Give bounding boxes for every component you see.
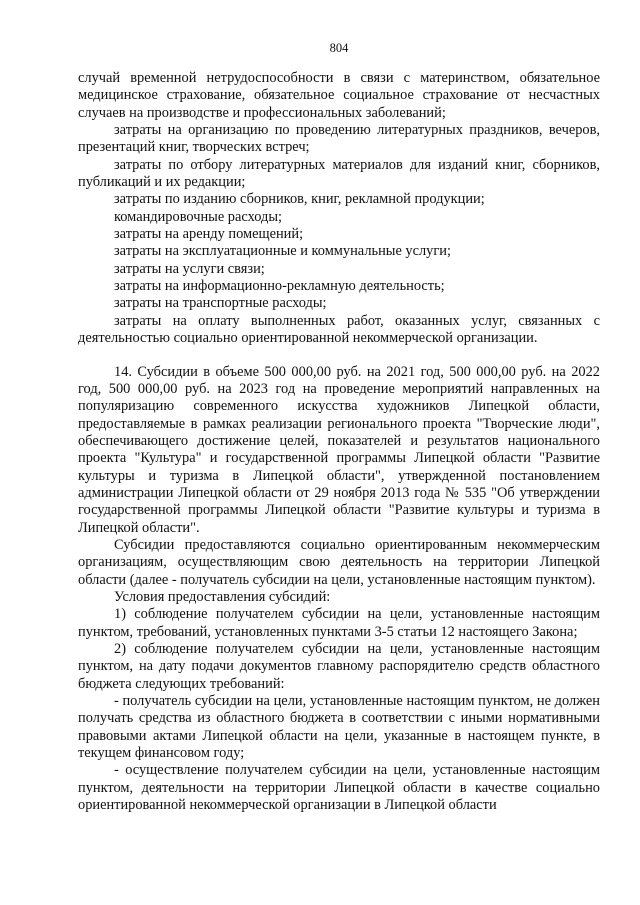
paragraph-11: затраты на оплату выполненных работ, оказанных услуг, связанных с деятельностью социально ориентированной некоммерческой организации. xyxy=(78,312,600,347)
paragraph-recipients: Субсидии предоставляются социально ориентированным некоммерческим организациям, осуществляющим свою деятельность на территории Липецкой области (далее - получатель субсидии на цели, установленные настоящим пунктом). xyxy=(78,536,600,588)
paragraph-gap xyxy=(78,348,600,364)
paragraph-item-14: 14. Субсидии в объеме 500 000,00 руб. на 2021 год, 500 000,00 руб. на 2022 год, 500 000,00 руб. на 2023 год на проведение мероприятий направленных на популяризацию современного искусства художников Липецкой области, предоставляемые в рамках реализации регионального проекта "Творческие люди", обеспечивающего достижение целей, показателей и результатов национального проекта "Культура" и государственной программы Липецкой области "Развитие культуры и туризма в Липецкой области", утвержденной постановлением администрации Липецкой области от 29 ноября 2013 года № 535 "Об утверждении государственной программы Липецкой области "Развитие культуры и туризма в Липецкой области". xyxy=(78,363,600,536)
paragraph-5: командировочные расходы; xyxy=(114,208,282,225)
paragraph-conditions-heading: Условия предоставления субсидий: xyxy=(114,588,331,605)
page-number: 804 xyxy=(329,41,349,55)
paragraph-4: затраты по изданию сборников, книг, рекламной продукции; xyxy=(114,191,485,208)
paragraph-condition-1: 1) соблюдение получателем субсидии на цели, установленные настоящим пунктом, требований, установленных пунктами 3-5 статьи 12 настоящего Закона; xyxy=(78,606,600,640)
paragraph-3: затраты по отбору литературных материалов для изданий книг, сборников, публикаций и их редакции; xyxy=(78,156,600,191)
paragraph-7: затраты на эксплуатационные и коммунальные услуги; xyxy=(114,243,451,260)
paragraph-1: случай временной нетрудоспособности в связи с материнством, обязательное медицинское страхование, обязательное социальное страхование от несчастных случаев на производстве и профессиональных заболеваний; xyxy=(78,70,600,121)
paragraph-condition-2: 2) соблюдение получателем субсидии на цели, установленные настоящим пунктом, на дату подачи документов главному распорядителю средств областного бюджета следующих требований: xyxy=(78,641,600,692)
paragraph-requirement-1: - получатель субсидии на цели, установленные настоящим пунктом, не должен получать средства из областного бюджета в соответствии с иными нормативными правовыми актами Липецкой области на цели, указанные в настоящем пункте, в текущем финансовом году; xyxy=(78,693,600,762)
paragraph-2: затраты на организацию по проведению литературных праздников, вечеров, презентаций книг, творческих встреч; xyxy=(78,122,600,156)
paragraph-6: затраты на аренду помещений; xyxy=(114,226,304,243)
paragraph-10: затраты на транспортные расходы; xyxy=(114,295,327,312)
paragraph-9: затраты на информационно-рекламную деятельность; xyxy=(114,278,445,295)
paragraph-8: затраты на услуги связи; xyxy=(114,260,265,277)
paragraph-requirement-2: - осуществление получателем субсидии на цели, установленные настоящим пунктом, деятельности на территории Липецкой области в качестве социально ориентированной некоммерческой организации в Липецкой области xyxy=(78,762,600,814)
